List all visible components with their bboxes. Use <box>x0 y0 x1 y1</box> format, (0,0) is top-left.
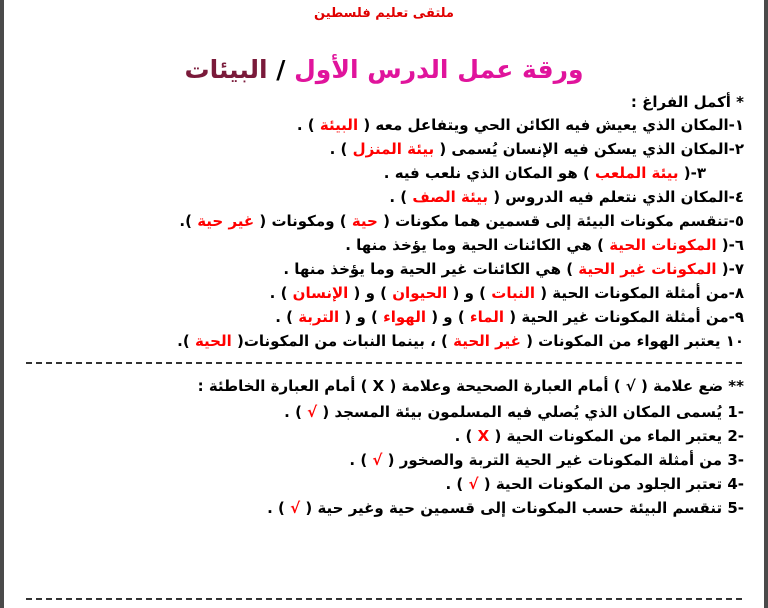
answer-text: حية <box>351 212 378 230</box>
truefalse-item-3 <box>18 448 744 472</box>
item-text-end: ) . <box>389 188 413 206</box>
item-number: ١٠ <box>725 332 744 350</box>
item-text-end: ) . <box>445 475 469 493</box>
answer-mark: √ <box>290 499 301 517</box>
item-text: -من أمثلة المكونات غير الحية ( <box>504 308 735 326</box>
item-text-mid: ) و ( <box>348 284 393 302</box>
item-text: -المكان الذي يسكن فيه الإنسان يُسمى ( <box>434 140 735 158</box>
item-text-end: ) . <box>269 284 293 302</box>
fill-item-7 <box>18 257 744 281</box>
item-text-end: ) هي الكائنات الحية وما يؤخذ منها . <box>345 236 610 254</box>
item-text-end: ) . <box>454 427 478 445</box>
fill-item-1 <box>18 113 744 137</box>
item-number: ٧ <box>734 260 744 278</box>
item-text-end: ) . <box>284 403 308 421</box>
truefalse-item-1 <box>18 400 744 424</box>
fill-item-9 <box>18 305 744 329</box>
item-number: -4 <box>727 475 744 493</box>
fill-item-3 <box>18 161 706 185</box>
item-text-end: ) . <box>275 308 299 326</box>
item-number: ٤ <box>734 188 744 206</box>
item-number: -1 <box>727 403 744 421</box>
item-text: تنقسم البيئة حسب المكونات إلى قسمين حية وغير حية ( <box>300 499 728 517</box>
item-number: ٢ <box>734 140 744 158</box>
item-text: -( <box>716 236 735 254</box>
dashed-separator-bottom <box>26 598 742 600</box>
truefalse-item-4 <box>18 472 744 496</box>
answer-text: التربة <box>298 308 340 326</box>
answer-text: غير حية <box>197 212 255 230</box>
item-text-end: ). <box>177 332 195 350</box>
item-number: ٣ <box>696 164 706 182</box>
item-text-end: ). <box>179 212 198 230</box>
answer-text: البيئة <box>319 116 359 134</box>
fill-item-8 <box>18 281 744 305</box>
answer-text: بيئة الصف <box>412 188 488 206</box>
fill-item-6 <box>18 233 744 257</box>
answer-text: المكونات الحية <box>609 236 717 254</box>
item-text-mid: ) و ( <box>425 308 470 326</box>
page-title <box>4 55 764 84</box>
item-text: يعتبر الهواء من المكونات ( <box>520 332 726 350</box>
section1-heading: * أكمل الفراغ : <box>630 93 744 111</box>
answer-mark: √ <box>468 475 479 493</box>
item-number: ٥ <box>734 212 744 230</box>
item-text: -( <box>678 164 697 182</box>
item-text-end: ) . <box>329 140 353 158</box>
item-text-mid: ) و ( <box>339 308 384 326</box>
item-text: -المكان الذي نتعلم فيه الدروس ( <box>488 188 735 206</box>
answer-text: الإنسان <box>292 284 349 302</box>
site-header: ملتقى تعليم فلسطين <box>314 6 454 21</box>
answer-mark: √ <box>307 403 318 421</box>
item-number: -5 <box>727 499 744 517</box>
answer-text: بيئة المنزل <box>352 140 435 158</box>
answer-text: الهواء <box>383 308 426 326</box>
right-border <box>764 0 768 608</box>
truefalse-item-5 <box>18 496 744 520</box>
item-text: من أمثلة المكونات غير الحية التربة والصخور ( <box>382 451 728 469</box>
fill-item-2 <box>18 137 744 161</box>
item-text-end: ) . <box>296 116 320 134</box>
item-text: يعتبر الماء من المكونات الحية ( <box>489 427 728 445</box>
item-number: ٨ <box>734 284 744 302</box>
item-text: -المكان الذي يعيش فيه الكائن الحي ويتفاعل معه ( <box>358 116 735 134</box>
fill-item-4 <box>18 185 744 209</box>
item-text-mid: ) ، بينما النبات من المكونات( <box>231 332 454 350</box>
answer-text: الحية <box>194 332 232 350</box>
item-text: -تنقسم مكونات البيئة إلى قسمين هما مكونات ( <box>377 212 735 230</box>
item-number: ٩ <box>734 308 744 326</box>
title-main: ورقة عمل الدرس الأول <box>294 55 584 84</box>
item-text-end: ) . <box>349 451 373 469</box>
answer-text: الماء <box>469 308 505 326</box>
item-number: -3 <box>727 451 744 469</box>
item-text: يُسمى المكان الذي يُصلي فيه المسلمون بيئة المسجد ( <box>317 403 728 421</box>
item-text-end: ) هو المكان الذي نلعب فيه . <box>383 164 596 182</box>
item-text: -من أمثلة المكونات الحية ( <box>534 284 735 302</box>
answer-text: بيئة الملعب <box>595 164 679 182</box>
answer-text: المكونات غير الحية <box>578 260 717 278</box>
answer-text: الحيوان <box>392 284 448 302</box>
item-text: تعتبر الجلود من المكونات الحية ( <box>478 475 728 493</box>
item-text-end: ) . <box>267 499 291 517</box>
item-number: ١ <box>734 116 744 134</box>
item-number: ٦ <box>734 236 744 254</box>
answer-mark: X <box>477 427 490 445</box>
item-text-end: ) هي الكائنات غير الحية وما يؤخذ منها . <box>283 260 579 278</box>
item-number: -2 <box>727 427 744 445</box>
answer-mark: √ <box>372 451 383 469</box>
fill-item-10 <box>18 329 744 353</box>
title-slash: / <box>267 55 295 84</box>
dashed-separator <box>26 362 742 364</box>
worksheet-page <box>4 0 764 608</box>
title-sub: البيئات <box>184 55 268 84</box>
answer-text: غير الحية <box>453 332 521 350</box>
answer-text: النبات <box>491 284 535 302</box>
item-text-mid: ) ومكونات ( <box>254 212 352 230</box>
item-text-mid: ) و ( <box>447 284 492 302</box>
fill-item-5 <box>18 209 744 233</box>
section2-heading: ** ضع علامة ( √ ) أمام العبارة الصحيحة وعلامة ( X ) أمام العبارة الخاطئة : <box>197 377 744 395</box>
item-text: -( <box>716 260 735 278</box>
truefalse-item-2 <box>18 424 744 448</box>
